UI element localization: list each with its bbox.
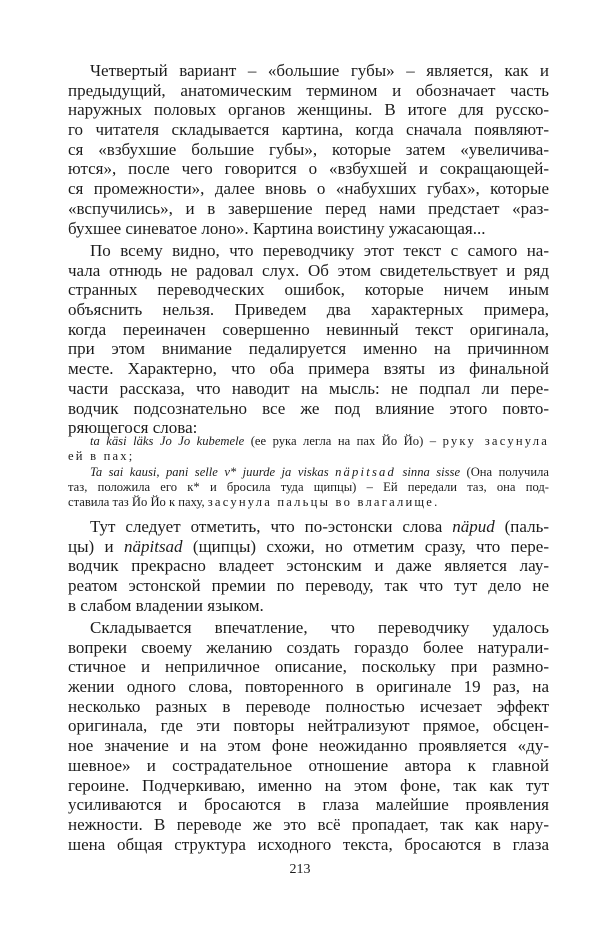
italic-text: näpitsad [124,536,183,556]
text-line: чала отнюдь не радовал слух. Об этом свидетельствует и ряд [68,260,549,280]
text-line: По всему видно, что переводчику этот текст с самого на- [90,241,549,260]
italic-text: Ta sai kausi, pani selle v* juurde ja viskas [90,464,336,479]
text-line [68,434,549,449]
text-line: объяснить нельзя. Приведем два характерных примера, [68,300,549,320]
page-number: 213 [289,862,311,877]
text-line: ются», после чего говорится о «взбухшей и сокращающей- [68,159,549,179]
text-line [68,495,549,510]
text-line: когда переиначен совершенно невинный текст оригинала, [68,319,549,339]
text-line: таз, положила его к* и бросила туда щипцы) – Ей передали таз, она под- [68,479,549,494]
italic-text: sinna sisse [396,464,461,479]
spaced-text: руку засунула [442,434,549,448]
text-line: предыдущий, анатомическим термином и обозначает часть [68,80,549,100]
text-line: ное значение и на этом фоне неожиданно проявляется «ду- [68,736,549,756]
text-span: цы) и [68,536,124,556]
paragraph-1 [68,61,549,238]
paragraph-2 [68,241,549,438]
text-line: вопреки своему желанию создать гораздо более натурали- [68,637,549,657]
text-line: Складывается впечатление, что переводчику удалось [90,618,549,637]
text-span: (щипцы) схожи, но отметим сразу, что пере- [182,536,550,556]
text-line: шевное» и сострадательное отношение автора к главной [68,755,549,775]
text-line: водчик прекрасно владеет эстонским и даже является лау- [68,556,549,576]
text-line: несколько разных в переводе полностью исчезает эффект [68,696,549,716]
text-line: водчик подсознательно все же под влияние этого повто- [68,398,549,418]
text-line: бухшее синеватое лоно». Картина воистину ужасающая... [68,218,486,238]
text-line: реатом эстонской премии по переводу, так что тут дело не [68,576,549,596]
text-line [68,537,549,557]
text-line: стичное и неприличное описание, поскольку при размно- [68,657,549,677]
text-span: Тут следует отметить, что по-эстонски слова [90,517,453,536]
text-line: наружных половых органов женщины. В итоге для русско- [68,100,549,120]
text-span: (Она получила [460,464,549,479]
text-line: героине. Подчеркиваю, именно на этом фоне, так как тут [68,775,549,795]
text-line: «вспучились», и в завершение перед нами предстает «раз- [68,198,549,218]
paragraph-3 [68,517,549,615]
text-span: (паль- [494,517,550,536]
text-line: жении одного слова, повторенного в оригинале 19 раз, на [68,677,549,697]
italic-text: ta käsi läks Jo Jo kubemele [90,434,245,448]
text-line [68,465,549,480]
text-line: нежности. В переводе же это всё пропадает, так как нару- [68,814,549,834]
text-line: шена общая структура исходного текста, бросаются в глаза [68,834,549,854]
text-line: месте. Характерно, что оба примера взяты из финальной [68,359,549,379]
text-line [68,449,549,464]
text-span: (ее рука легла на пах Йо Йо) – [244,434,443,448]
paragraph-4 [68,618,549,854]
text-line: оригинала, где эти повторы нейтрализуют прямое, обсцен- [68,716,549,736]
text-line: странных переводческих ошибок, которые ничем иным [68,280,549,300]
text-line: Четвертый вариант – «большие губы» – является, как и [90,61,549,80]
text-line: в слабом владении языком. [68,595,264,615]
text-line: при этом внимание педалируется именно на причинном [68,339,549,359]
text-line: части рассказа, что наводит на мысль: не подпал ли пере- [68,378,549,398]
spaced-text: ей в пах; [68,449,135,464]
text-line: ся «взбухшие большие губы», которые затем «увеличива- [68,139,549,159]
text-span: ставила таз Йо Йо к паху, [68,495,208,510]
spaced-text: засунула пальцы во влагалище. [207,495,440,510]
italic-text: näpud [452,517,495,536]
text-line [68,517,549,537]
quoted-examples [68,434,549,510]
italic-text: näpitsad [335,464,397,479]
text-line: усиливаются и бросаются в глаза малейшие проявления [68,795,549,815]
text-line: го читателя складывается картина, когда сначала появляют- [68,120,549,140]
text-line: ряющегося слова: [68,418,198,438]
text-line: ся промежности», далее вновь о «набухших губах», которые [68,179,549,199]
